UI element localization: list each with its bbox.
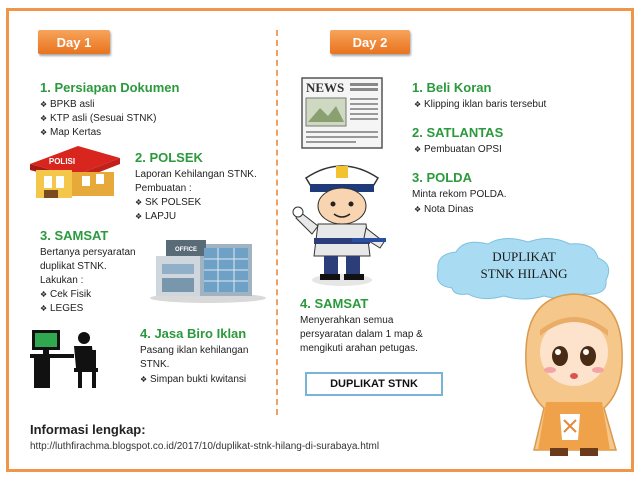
right-step3-item: ❖ Nota Dinas bbox=[414, 204, 474, 215]
bullet-diamond-icon: ❖ bbox=[40, 100, 48, 109]
left-step2-line: Laporan Kehilangan STNK. bbox=[135, 169, 257, 180]
bullet-diamond-icon: ❖ bbox=[414, 100, 422, 109]
bullet-diamond-icon: ❖ bbox=[135, 212, 143, 221]
office-sign-text: OFFICE bbox=[175, 247, 197, 253]
day1-tag bbox=[38, 30, 110, 54]
left-step2-item: ❖ LAPJU bbox=[135, 211, 177, 222]
police-station-icon bbox=[22, 142, 124, 202]
left-step2-item: ❖ SK POLSEK bbox=[135, 197, 202, 208]
left-step3-line: Lakukan : bbox=[40, 275, 84, 286]
left-step3-line: duplikat STNK. bbox=[40, 261, 107, 272]
polisi-sign-text: POLISI bbox=[48, 157, 76, 166]
bullet-diamond-icon: ❖ bbox=[40, 114, 48, 123]
bullet-diamond-icon: ❖ bbox=[140, 375, 148, 384]
right-step4-title: 4. SAMSAT bbox=[300, 296, 369, 311]
bullet-diamond-icon: ❖ bbox=[414, 205, 422, 214]
hijab-girl-icon bbox=[520, 290, 628, 460]
cloud-text bbox=[440, 248, 608, 282]
left-step4-line: STNK. bbox=[140, 359, 170, 370]
right-step4-line: Menyerahkan semua bbox=[300, 315, 394, 326]
left-step4-line: Pasang iklan kehilangan bbox=[140, 345, 249, 356]
right-step3-title: 3. POLDA bbox=[412, 170, 472, 185]
left-step3-line: Bertanya persyaratan bbox=[40, 247, 136, 258]
right-step3-line: Minta rekom POLDA. bbox=[412, 189, 507, 200]
cloud-line1: DUPLIKAT bbox=[492, 249, 556, 264]
left-step3-item: ❖ LEGES bbox=[40, 303, 84, 314]
cloud-line2: STNK HILANG bbox=[480, 266, 568, 281]
day-divider bbox=[276, 30, 278, 415]
left-step4-item: ❖ Simpan bukti kwitansi bbox=[140, 374, 247, 385]
right-step2-title: 2. SATLANTAS bbox=[412, 125, 504, 140]
info-url[interactable]: http://luthfirachma.blogspot.co.id/2017/10/duplikat-stnk-hilang-di-surabaya.html bbox=[30, 441, 380, 452]
day1-label: Day 1 bbox=[56, 34, 92, 50]
newspaper-icon bbox=[300, 76, 384, 150]
police-officer-icon bbox=[292, 152, 390, 288]
left-step2-line: Pembuatan : bbox=[135, 183, 192, 194]
left-step3-item: ❖ Cek Fisik bbox=[40, 289, 92, 300]
computer-desk-icon bbox=[30, 328, 106, 390]
left-step2-title: 2. POLSEK bbox=[135, 150, 203, 165]
day2-tag bbox=[330, 30, 410, 54]
right-step4-line: mengikuti arahan petugas. bbox=[300, 343, 418, 354]
bullet-diamond-icon: ❖ bbox=[40, 290, 48, 299]
day2-label: Day 2 bbox=[352, 34, 388, 50]
left-step1-title: 1. Persiapan Dokumen bbox=[40, 80, 180, 95]
right-step4-line: persyaratan dalam 1 map & bbox=[300, 329, 423, 340]
left-step1-item: ❖ BPKB asli bbox=[40, 99, 95, 110]
bullet-diamond-icon: ❖ bbox=[414, 145, 422, 154]
bullet-diamond-icon: ❖ bbox=[40, 304, 48, 313]
left-step1-item: ❖ KTP asli (Sesuai STNK) bbox=[40, 113, 157, 124]
left-step1-item: ❖ Map Kertas bbox=[40, 127, 102, 138]
duplikat-stnk-button: DUPLIKAT STNK bbox=[305, 372, 443, 396]
info-heading: Informasi lengkap: bbox=[30, 422, 146, 437]
right-step1-title: 1. Beli Koran bbox=[412, 80, 492, 95]
left-step3-title: 3. SAMSAT bbox=[40, 228, 109, 243]
bullet-diamond-icon: ❖ bbox=[135, 198, 143, 207]
right-step2-item: ❖ Pembuatan OPSI bbox=[414, 144, 502, 155]
right-step1-item: ❖ Klipping iklan baris tersebut bbox=[414, 99, 547, 110]
bullet-diamond-icon: ❖ bbox=[40, 128, 48, 137]
left-step4-title: 4. Jasa Biro Iklan bbox=[140, 326, 247, 341]
news-label: NEWS bbox=[306, 80, 345, 95]
office-building-icon bbox=[148, 234, 268, 304]
